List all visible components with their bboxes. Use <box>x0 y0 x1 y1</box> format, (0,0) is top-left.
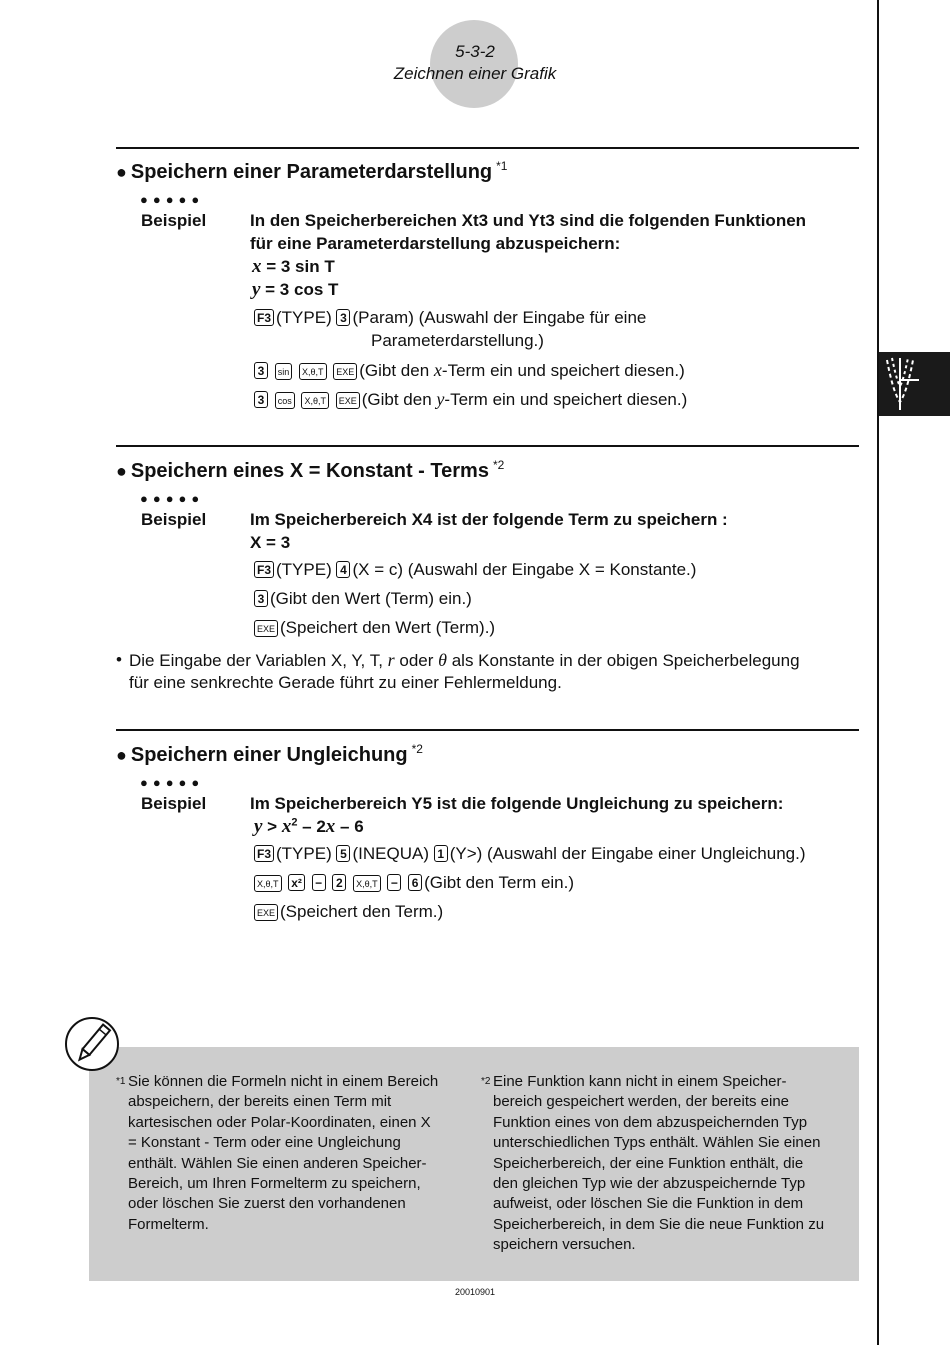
example-label: Beispiel <box>141 211 207 230</box>
note-bullet: • <box>116 650 122 669</box>
step-line: F3 (TYPE) 3 (Param) (Auswahl der Eingabe für eine <box>254 308 646 328</box>
key-f3: F3 <box>254 845 274 862</box>
step-line: F3 (TYPE) 4 (X = c) (Auswahl der Eingabe X = Konstante.) <box>254 560 696 580</box>
margin-line <box>877 0 879 1345</box>
key-xthetat: X,θ,T <box>254 875 282 892</box>
footnote-line: den gleichen Typ wie der abzuspeichernde Typ <box>493 1175 806 1193</box>
section-rule <box>116 445 859 447</box>
note-text: für eine senkrechte Gerade führt zu einer Fehlermeldung. <box>129 673 562 692</box>
footer-code: 20010901 <box>454 1287 496 1297</box>
section-rule <box>116 729 859 731</box>
key-cos: cos <box>275 392 295 409</box>
key-6: 6 <box>408 874 422 891</box>
footnote-line: Eine Funktion kann nicht in einem Speicher- <box>493 1073 787 1090</box>
footnote-line: speichern versuchen. <box>493 1236 636 1254</box>
footnote-right: *2 Eine Funktion kann nicht in einem Speicher- bereich gespeichert werden, der bereits eine Funktion eines von dem abzuspeichernden Typ unterschiedlichen Typs enthält. Wählen Sie einen Speicherbereich, der eine Funktion enthält, die den gleichen Typ wie der abzuspeichernde Typ aufweist, oder löschen Sie die Funktion in dem Speicherbereich, in dem Sie die neue Funktion zu speichern versuchen. <box>481 1072 856 1256</box>
footnote-left: *1 Sie können die Formeln nicht in einem Bereich abspeichern, der bereits einen Term mit kartesischen oder Polar-Koordinaten, einen X = Konstant - Term oder eine Ungleichung enthält. Wählen Sie einen anderen Speicher- Bereich, um Ihren Formelterm zu speichern, oder löschen Sie zuerst den vorhandenen Formelterm. <box>116 1072 466 1235</box>
step-line: 3 cos X,θ,T EXE (Gibt den y-Term ein und speichert diesen.) <box>254 389 687 410</box>
key-4: 4 <box>336 561 350 578</box>
section-title: ● Speichern einer Ungleichung $^{*2}$ <box>116 742 423 766</box>
example-intro: In den Speicherbereichen Xt3 und Yt3 sind die folgenden Funktionen <box>250 211 807 230</box>
key-sin: sin <box>275 363 293 380</box>
key-3: 3 <box>254 362 268 379</box>
key-exe: EXE <box>336 392 360 409</box>
section-title: ● Speichern einer Parameterdarstellung $^{*1}$ <box>116 159 508 183</box>
key-5: 5 <box>336 845 350 862</box>
footnote-line: oder löschen Sie zuerst den vorhandenen <box>128 1195 406 1213</box>
key-minus: − <box>387 874 401 891</box>
key-2: 2 <box>332 874 346 891</box>
key-f3: F3 <box>254 309 274 326</box>
key-3: 3 <box>336 309 350 326</box>
example-dots: ●●●●● <box>140 491 205 506</box>
formula: $y > x^2 - 2x - 6$ <box>254 816 364 837</box>
key-exe: EXE <box>254 904 278 921</box>
formula: y = 3 cos T <box>252 279 339 300</box>
footnote-line: unterschiedlichen Typs enthält. Wählen Sie einen <box>493 1134 821 1152</box>
footnote-line: Sie können die Formeln nicht in einem Bereich <box>128 1073 439 1090</box>
key-xthetat: X,θ,T <box>301 392 329 409</box>
key-1: 1 <box>434 845 448 862</box>
example-intro: Im Speicherbereich Y5 ist die folgende Ungleichung zu speichern: <box>250 794 784 813</box>
footnote-line: Formelterm. <box>128 1215 209 1233</box>
note-text: Die Eingabe der Variablen X, Y, T, r oder θ als Konstante in der obigen Speicherbelegung <box>129 650 800 670</box>
page-title: Zeichnen einer Grafik <box>393 64 557 83</box>
footnote-line: abspeichern, der bereits einen Term mit <box>128 1093 392 1111</box>
example-dots: ●●●●● <box>140 192 205 207</box>
footnote-line: Bereich, um Ihren Formelterm zu speichern, <box>128 1175 421 1193</box>
key-xthetat: X,θ,T <box>299 363 327 380</box>
key-3: 3 <box>254 391 268 408</box>
example-intro: für eine Parameterdarstellung abzuspeichern: <box>250 234 621 253</box>
footnote-line: bereich gespeichert werden, der bereits eine <box>493 1093 790 1111</box>
footnote-line: kartesischen oder Polar-Koordinaten, einen X <box>128 1113 431 1131</box>
key-minus: − <box>312 874 326 891</box>
key-xthetat: X,θ,T <box>353 875 381 892</box>
footnote-line: Funktion eines von dem abzuspeichernden Typ <box>493 1113 808 1131</box>
example-label: Beispiel <box>141 794 207 813</box>
example-intro: X = 3 <box>250 533 291 552</box>
example-dots: ●●●●● <box>140 775 205 790</box>
step-line: Parameterdarstellung.) <box>371 331 544 350</box>
step-line: 3 sin X,θ,T EXE (Gibt den x-Term ein und speichert diesen.) <box>254 360 685 381</box>
key-exe: EXE <box>333 363 357 380</box>
example-label: Beispiel <box>141 510 207 529</box>
key-exe: EXE <box>254 620 278 637</box>
footnote-line: Speicherbereich, in dem Sie die neue Funktion zu <box>493 1215 825 1233</box>
step-line: X,θ,T x² − 2 X,θ,T − 6 (Gibt den Term ein.) <box>254 873 574 893</box>
footnote-line: enthält. Wählen Sie einen anderen Speicher- <box>128 1154 427 1172</box>
key-x-squared: x² <box>288 874 305 891</box>
formula: x = 3 sin T <box>252 256 335 277</box>
step-line: 3 (Gibt den Wert (Term) ein.) <box>254 589 472 609</box>
graph-icon <box>879 352 950 416</box>
key-f3: F3 <box>254 561 274 578</box>
chapter-tab <box>879 352 950 416</box>
step-line: EXE (Speichert den Wert (Term).) <box>254 618 495 638</box>
section-title: ● Speichern eines X = Konstant - Terms $^{*2}$ <box>116 458 505 482</box>
step-line: F3 (TYPE) 5 (INEQUA) 1 (Y>) (Auswahl der Eingabe einer Ungleichung.) <box>254 844 806 864</box>
key-3: 3 <box>254 590 268 607</box>
section-rule <box>116 147 859 149</box>
footnote-line: Speicherbereich, der eine Funktion enthält, die <box>493 1154 804 1172</box>
footnote-line: = Konstant - Term oder eine Ungleichung <box>128 1134 401 1152</box>
example-intro: Im Speicherbereich X4 ist der folgende Term zu speichern : <box>250 510 728 529</box>
pencil-icon <box>64 1016 120 1072</box>
footnote-line: aufweist, oder löschen Sie die Funktion in dem <box>493 1195 804 1213</box>
page-number: 5-3-2 <box>455 42 495 61</box>
step-line: EXE (Speichert den Term.) <box>254 902 443 922</box>
